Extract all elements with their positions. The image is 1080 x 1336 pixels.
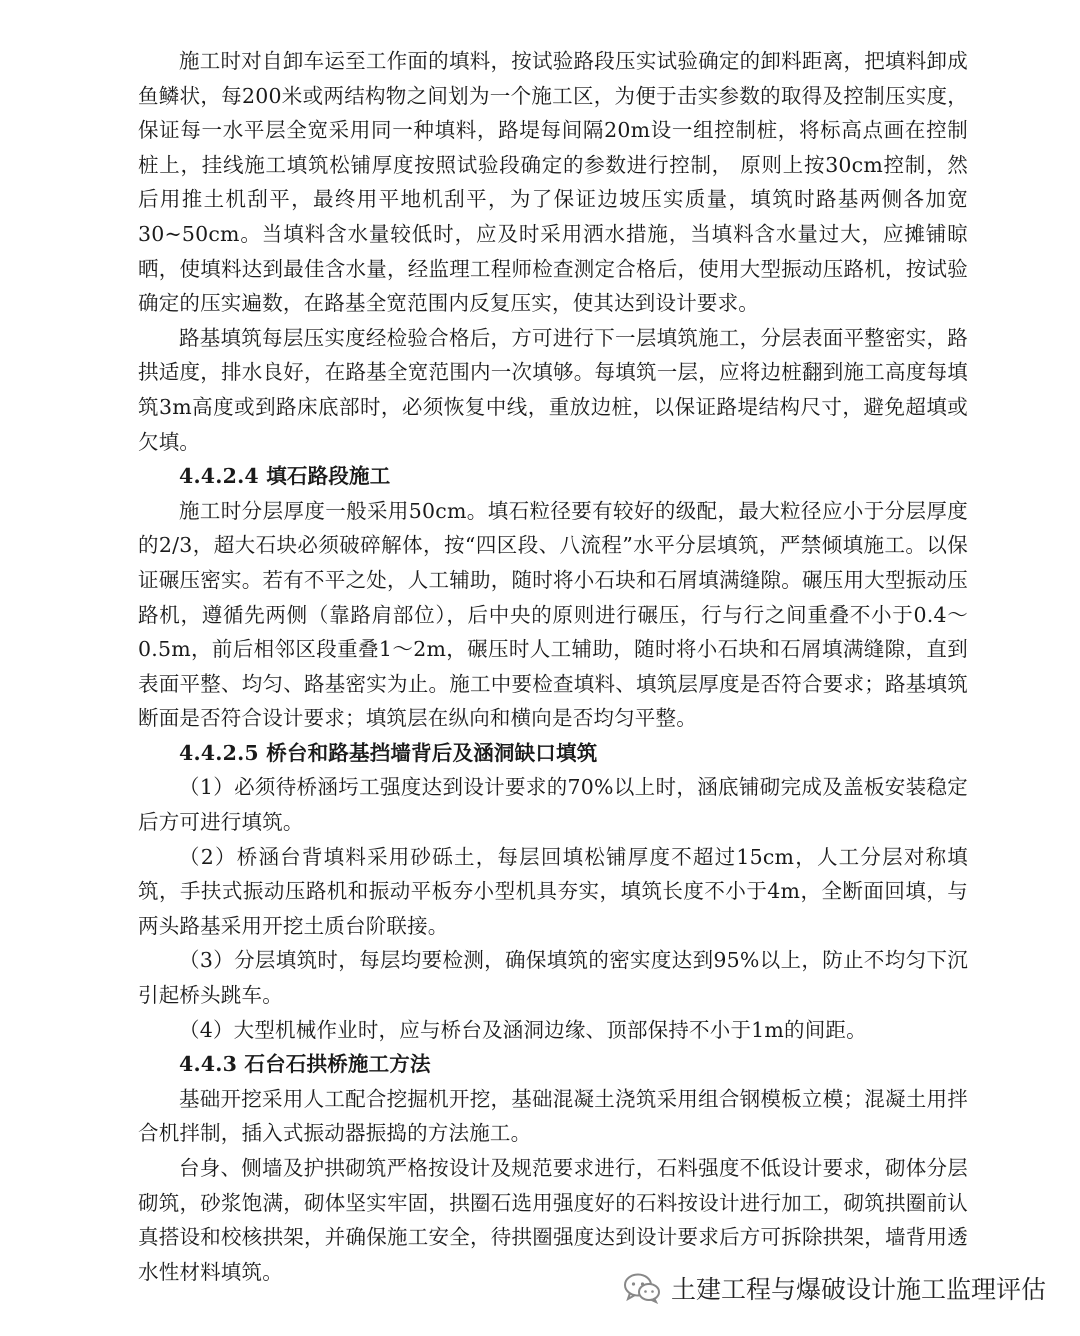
section-heading-stone-arch-bridge: 4.4.3 石台石拱桥施工方法 [179,1052,431,1077]
paragraph-fill-unloading: 施工时对自卸车运至工作面的填料，按试验路段压实试验确定的卸料距离，把填料卸成鱼鳞状，每200米或两结构物之间划为一个施工区，为便于击实参数的取得及控制压实度，保证每一水平层全宽采用同一种填料，路堤每间隔20m设一组控制桩，将标高点画在控制桩上，挂线施工填筑松铺厚度按照试验段确定的参数进行控制， 原则上按30cm控制，然后用推土机刮平，最终用平地机刮平，为了保证边坡压实质量，填筑时路基两侧各加宽30~50cm。当填料含水量较低时，应及时采用洒水措施，当填料含水量过大，应摊铺晾晒，使填料达到最佳含水量，经监理工程师检查测定合格后，使用大型振动压路机，按试验确定的压实遍数，在路基全宽范围内反复压实，使其达到设计要求。 [138,49,968,316]
watermark-text: 土建工程与爆破设计施工监理评估 [670,1275,1046,1304]
paragraph-foundation: 基础开挖采用人工配合挖掘机开挖，基础混凝土浇筑采用组合钢模板立模；混凝土用拌合机拌制，插入式振动器振捣的方法施工。 [138,1086,968,1146]
wechat-icon [623,1272,661,1304]
section-heading-abutment-backfill: 4.4.2.5 桥台和路基挡墙背后及涵洞缺口填筑 [179,740,598,765]
list-item-3: （3）分层填筑时，每层均要检测，确保填筑的密实度达到95%以上，防止不均匀下沉引起桥头跳车。 [138,948,968,1008]
paragraph-rock-fill: 施工时分层厚度一般采用50cm。填石粒径要有较好的级配，最大粒径应小于分层厚度的2/3，超大石块必须破碎解体，按“四区段、八流程”水平分层填筑，严禁倾填施工。以保证碾压密实。若有不平之处，人工辅助，随时将小石块和石屑填满缝隙。碾压用大型振动压路机，遵循先两侧（靠路肩部位），后中央的原则进行碾压，行与行之间重叠不小于0.4～0.5m，前后相邻区段重叠1～2m，碾压时人工辅助，随时将小石块和石屑填满缝隙，直到表面平整、均匀、路基密实为止。施工中要检查填料、填筑层厚度是否符合要求；路基填筑断面是否符合设计要求；填筑层在纵向和横向是否均匀平整。 [138,498,968,731]
list-item-2: （2）桥涵台背填料采用砂砾土，每层回填松铺厚度不超过15cm，人工分层对称填筑，手扶式振动压路机和振动平板夯小型机具夯实，填筑长度不小于4m，全断面回填，与两头路基采用开挖土质台阶联接。 [138,844,968,938]
list-item-1: （1）必须待桥涵圬工强度达到设计要求的70%以上时，涵底铺砌完成及盖板安装稳定后方可进行填筑。 [138,775,968,835]
document-body [138,44,968,1289]
paragraph-layer-compaction: 路基填筑每层压实度经检验合格后，方可进行下一层填筑施工，分层表面平整密实，路拱适度，排水良好，在路基全宽范围内一次填够。每填筑一层，应将边桩翻到施工高度每填筑3m高度或到路床底部时，必须恢复中线，重放边桩，以保证路堤结构尺寸，避免超填或欠填。 [138,325,968,454]
list-item-4: （4）大型机械作业时，应与桥台及涵洞边缘、顶部保持不小于1m的间距。 [179,1017,867,1042]
watermark [623,1270,1046,1306]
section-heading-rock-fill: 4.4.2.4 填石路段施工 [179,464,391,489]
paragraph-masonry: 台身、侧墙及护拱砌筑严格按设计及规范要求进行，石料强度不低设计要求，砌体分层砌筑，砂浆饱满，砌体坚实牢固，拱圈石选用强度好的石料按设计进行加工，砌筑拱圈前认真搭设和校核拱架，并确保施工安全，待拱圈强度达到设计要求后方可拆除拱架，墙背用透水性材料填筑。 [138,1156,968,1284]
